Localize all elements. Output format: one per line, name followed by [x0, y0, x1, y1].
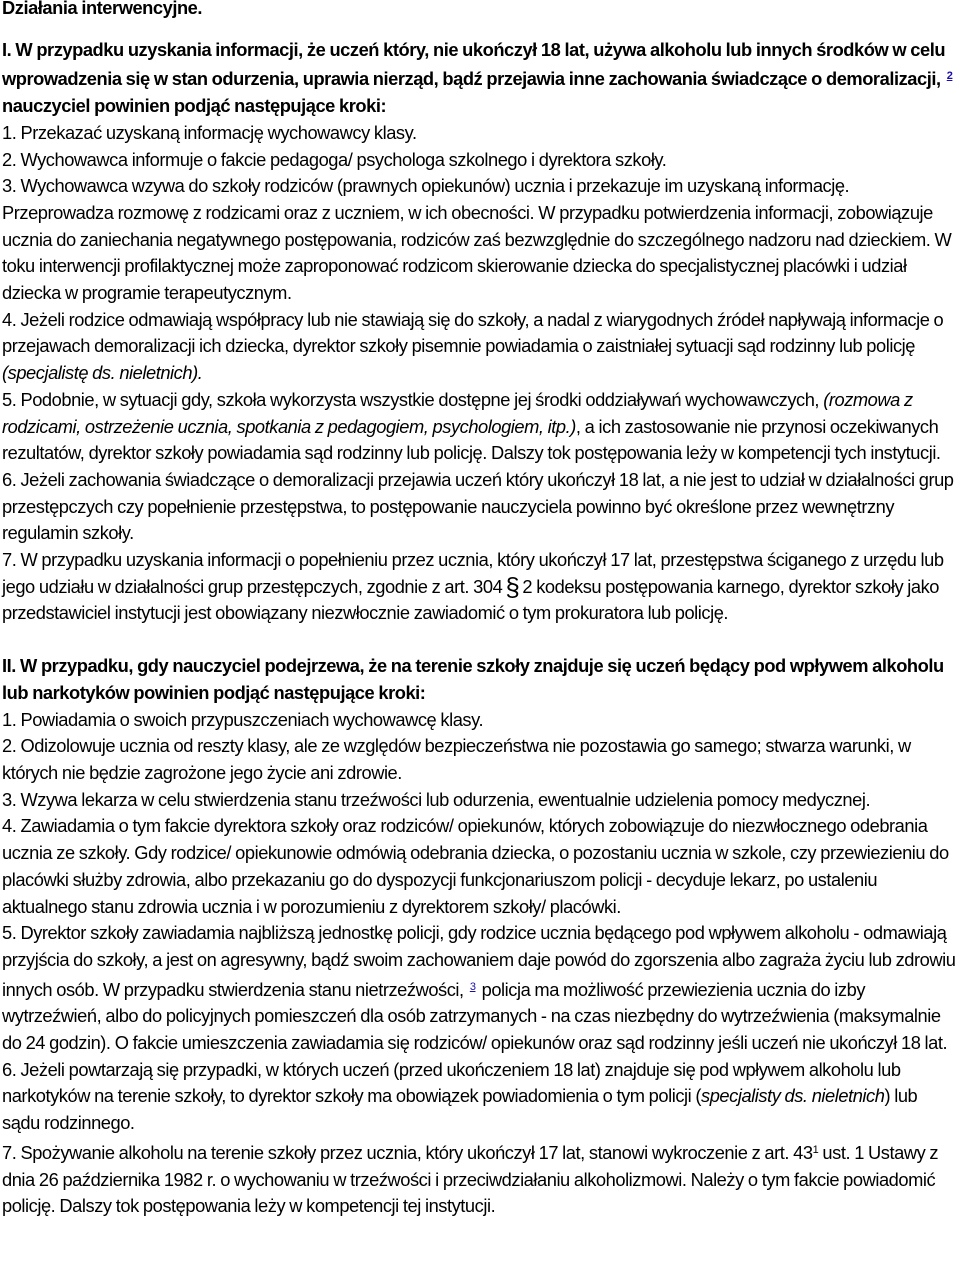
item-italic-text: specjalisty ds. nieletnich: [701, 1085, 885, 1107]
item-italic-text: (rozmowa z rodzicami, ostrzeżenie ucznia, spotkania z pedagogiem, psychologiem, itp.): [2, 388, 913, 437]
footnote-link-3[interactable]: 3: [469, 980, 476, 993]
section-two-item-7: [2, 1137, 957, 1220]
document-title: Działania interwencyjne.: [2, 0, 203, 18]
footnote-link-2[interactable]: 2: [946, 70, 953, 83]
section-two-item-4: 4. Zawiadamia o tym fakcie dyrektora szkoły oraz rodziców/ opiekunów, których zobowiązuje do niezwłocznego odebrania ucznia ze szkoły. Gdy rodzice/ opiekunowie odmówią odebrania dziecka, o pozostaniu ucznia w szkole, czy przewiezieniu do placówki służby zdrowia, albo przekazaniu go do dyspozycji funkcjonariuszom policji - decyduje lekarz, po ustaleniu aktualnego stanu zdrowia ucznia i w porozumieniu z dyrektorem szkoły/ placówki.: [2, 815, 949, 917]
section-one-item-5: [2, 387, 957, 467]
section-one-item-4: [2, 307, 957, 387]
section-two-item-2: 2. Odizolowuje ucznia od reszty klasy, ale ze względów bezpieczeństwa nie pozostawia go samego; stwarza warunki, w których nie będzie zagrożone jego życie ani zdrowie.: [2, 735, 911, 783]
item-text-end: , a ich zastosowanie nie przynosi oczekiwanych rezultatów, dyrektor szkoły powiadamia sąd rodzinny lub policję. Dalszy tok postępowania leży w kompetencji tych instytucji.: [2, 415, 941, 464]
item-text: 7. Spożywanie alkoholu na terenie szkoły przez ucznia, który ukończył 17 lat, stanowi wykroczenie z art. 43: [2, 1141, 813, 1163]
section-one-heading-text: I. W przypadku uzyskania informacji, że uczeń który, nie ukończył 18 lat, używa alkoholu lub innych środków w celu wprowadzenia się w stan odurzenia, uprawia nierząd, bądź przejawia inne zachowania świadczące o demoralizacji,: [2, 38, 946, 90]
item-text-end: ) lub sądu rodzinnego.: [2, 1085, 918, 1134]
section-sign: §: [505, 571, 520, 602]
item-text: 4. Jeżeli rodzice odmawiają współpracy lub nie stawiają się do szkoły, a nadal z wiarygodnych źródeł napływają informacje o przejawach demoralizacji ich dziecka, dyrektor szkoły pisemnie powiadamia o zaistniałej sytuacji sąd rodzinny lub policję: [2, 308, 944, 357]
section-one: [2, 37, 957, 627]
item-text-end: policja ma możliwość przewiezienia ucznia do izby wytrzeźwień, albo do policyjnych pomieszczeń dla osób zatrzymanych - na czas niezbędny do wytrzeźwienia (maksymalnie do 24 godzin). O fakcie umieszczenia zawiadamia się rodziców/ opiekunów oraz sąd rodzinny jeśli uczeń nie ukończył 18 lat.: [2, 978, 948, 1054]
section-two: [2, 653, 957, 1220]
item-italic-text: (specjalistę ds. nieletnich).: [2, 362, 203, 384]
item-text: 6. Jeżeli powtarzają się przypadki, w których uczeń (przed ukończeniem 18 lat) znajduje się pod wpływem alkoholu lub narkotyków na terenie szkoły, to dyrektor szkoły ma obowiązek powiadomienia o tym policji (: [2, 1058, 901, 1107]
item-text: 7. W przypadku uzyskania informacji o popełnieniu przez ucznia, który ukończył 17 lat, przestępstwa ściganego z urzędu lub jego udziału w działalności grup przestępczych, zgodnie z art. 304: [2, 549, 944, 597]
item-text-end: 2 kodeksu postępowania karnego, dyrektor szkoły jako przedstawiciel instytucji jest obowiązany niezwłocznie zawiadomić o tym prokuratora lub policję.: [2, 575, 940, 624]
item-text: 5. Podobnie, w sytuacji gdy, szkoła wykorzysta wszystkie dostępne jej środki oddziaływań wychowawczych,: [2, 388, 824, 410]
section-one-item-6: 6. Jeżeli zachowania świadczące o demoralizacji przejawia uczeń który ukończył 18 lat, a nie jest to udział w działalności grup przestępczych czy popełnienie przestępstwa, to postępowanie nauczyciela powinno być określone przez wewnętrzny regulamin szkoły.: [2, 468, 954, 544]
section-two-heading: II. W przypadku, gdy nauczyciel podejrzewa, że na terenie szkoły znajduje się uczeń będący pod wpływem alkoholu lub narkotyków powinien podjąć następujące kroki:: [2, 655, 944, 703]
section-one-item-7: [2, 547, 957, 627]
section-one-item-1: 1. Przekazać uzyskaną informację wychowawcy klasy.: [2, 121, 417, 143]
section-one-heading: [2, 37, 957, 120]
item-text: 5. Dyrektor szkoły zawiadamia najbliższą jednostkę policji, gdy rodzice ucznia będącego pod wpływem alkoholu - odmawiają przyjścia do szkoły, a jest on agresywny, bądź swoim zachowaniem daje powód do zgorszenia albo zagraża życiu lub zdrowiu innych osób. W przypadku stwierdzenia stanu nietrzeźwości,: [2, 922, 956, 1000]
section-two-item-3: 3. Wzywa lekarza w celu stwierdzenia stanu trzeźwości lub odurzenia, ewentualnie udzielenia pomocy medycznej.: [2, 788, 871, 810]
section-one-item-3: 3. Wychowawca wzywa do szkoły rodziców (prawnych opiekunów) ucznia i przekazuje im uzyskaną informację. Przeprowadza rozmowę z rodzicami oraz z uczniem, w ich obecności. W przypadku potwierdzenia informacji, zobowiązuje ucznia do zaniechania negatywnego postępowania, rodziców zaś bezwzględnie do szczególnego nadzoru nad dzieckiem. W toku interwencji profilaktycznej może zaproponować rodzicom skierowanie dziecka do specjalistycznej placówki i udział dziecka w programie terapeutycznym.: [2, 175, 952, 304]
section-two-item-1: 1. Powiadamia o swoich przypuszczeniach wychowawcę klasy.: [2, 708, 484, 730]
section-one-item-2: 2. Wychowawca informuje o fakcie pedagoga/ psychologa szkolnego i dyrektora szkoły.: [2, 148, 667, 170]
section-one-heading-text-end: nauczyciel powinien podjąć następujące kroki:: [2, 95, 387, 117]
section-two-item-5: [2, 920, 957, 1057]
section-two-item-6: [2, 1057, 957, 1137]
superscript-1: 1: [812, 1143, 819, 1156]
item-text-end: ust. 1 Ustawy z dnia 26 października 1982 r. o wychowaniu w trzeźwości i przeciwdziałaniu alkoholizmowi. Należy o tym fakcie powiadomić policję. Dalszy tok postępowania leży w kompetencji tej instytucji.: [2, 1141, 939, 1217]
